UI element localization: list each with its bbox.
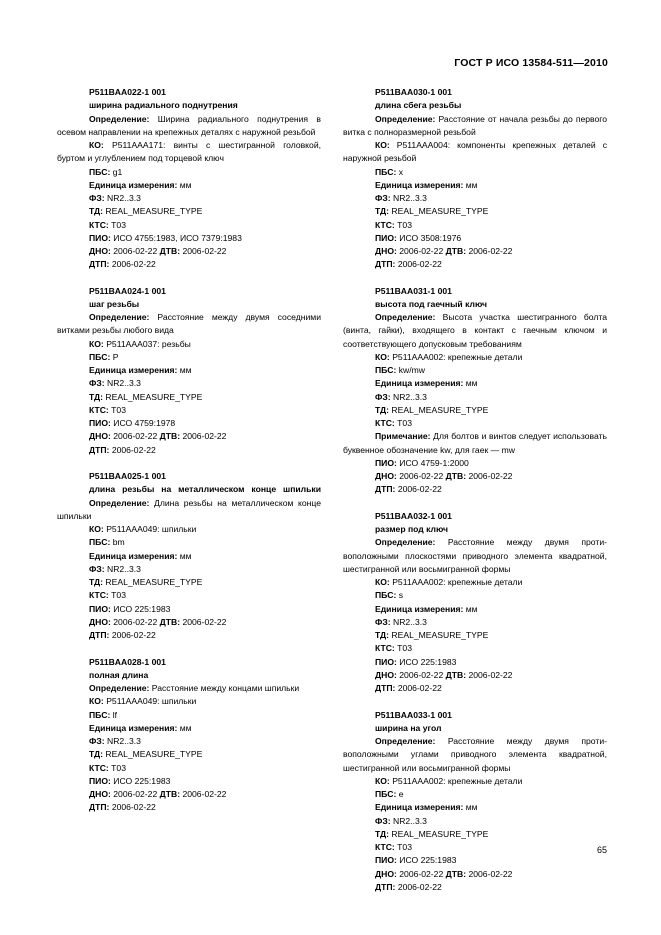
field-dtv-label: ДТВ:	[445, 471, 467, 482]
field-kts-value: T03	[111, 590, 126, 601]
field-pio-value: ИСО 4755:1983, ИСО 7379:1983	[113, 232, 242, 243]
field-fz-label: ФЗ:	[375, 815, 391, 826]
field-dtp	[343, 258, 607, 271]
field-unit	[57, 722, 321, 735]
field-unit	[57, 364, 321, 377]
field-fz-value: NR2..3.3	[392, 193, 427, 203]
field-pbs	[343, 788, 607, 801]
field-ko-value: P511AAA171: винты с шестигранной головкой, буртом и углублением под торцевой ключ	[57, 140, 322, 164]
term-entry	[57, 86, 321, 272]
field-pio-value: ИСО 225:1983	[113, 603, 171, 614]
field-definition	[57, 682, 321, 695]
field-dtp	[57, 444, 321, 457]
field-fz-value: NR2..3.3	[392, 391, 427, 402]
term-entry	[57, 470, 321, 642]
field-dtv-label: ДТВ:	[159, 246, 181, 256]
field-unit-label: Единица измерения:	[375, 802, 464, 813]
field-dtp	[57, 801, 321, 814]
field-td-value: REAL_MEASURE_TYPE	[105, 577, 203, 588]
term-entry	[57, 656, 321, 815]
entry-term: ширина на угол	[375, 722, 442, 733]
field-dtp	[57, 629, 321, 642]
field-td	[57, 391, 321, 404]
field-unit-label: Единица измерения:	[89, 179, 178, 190]
entry-code: P511BAA024-1 001	[89, 285, 166, 296]
field-dno	[343, 669, 607, 682]
field-fz-label: ФЗ:	[89, 378, 105, 389]
field-pbs	[57, 709, 321, 722]
field-unit	[343, 377, 607, 390]
field-ko-value: P511AAA049: шпильки	[106, 524, 197, 535]
field-dno-label: ДНО:	[89, 789, 111, 800]
field-kts-label: КТС:	[89, 404, 109, 415]
field-kts-label: КТС:	[89, 590, 109, 601]
field-ko-label: КО:	[89, 140, 104, 150]
field-pio-value: ИСО 225:1983	[399, 855, 457, 866]
field-fz	[343, 192, 607, 205]
field-td-value: REAL_MEASURE_TYPE	[105, 749, 203, 760]
field-fz-value: NR2..3.3	[392, 815, 427, 826]
field-ko	[57, 338, 321, 351]
field-dtp-value: 2006-02-22	[397, 881, 442, 892]
field-definition-value: Расстояние от начала резьбы до первого витка с полноразмерной резьбой	[343, 113, 608, 137]
running-header-standard-title: ГОСТ Р ИСО 13584-511—2010	[454, 57, 608, 69]
field-fz-label: ФЗ:	[375, 616, 391, 627]
field-unit-label: Единица измерения:	[375, 603, 464, 614]
field-dtp-value: 2006-02-22	[111, 444, 156, 455]
field-pbs	[343, 589, 607, 602]
entry-code: P511BAA031-1 001	[375, 285, 452, 296]
field-kts-label: КТС:	[375, 219, 395, 230]
field-dtv-label: ДТВ:	[159, 431, 181, 442]
field-pbs-label: ПБС:	[89, 709, 111, 720]
field-pio	[343, 457, 607, 470]
field-kts-value: T03	[397, 418, 412, 429]
field-pio-label: ПИО:	[375, 855, 397, 866]
term-entry	[343, 86, 607, 272]
field-definition	[343, 113, 607, 140]
entry-term: длина сбега резьбы	[375, 100, 462, 111]
field-td-label: ТД:	[89, 749, 104, 760]
field-dtv-value: 2006-02-22	[468, 471, 513, 482]
field-ko	[343, 351, 607, 364]
field-definition	[343, 311, 607, 351]
field-pbs-label: ПБС:	[89, 166, 111, 177]
field-dno-value: 2006-02-22	[399, 471, 444, 482]
field-kts-value: T03	[397, 219, 412, 230]
field-kts-value: T03	[111, 404, 126, 415]
field-fz-label: ФЗ:	[89, 193, 105, 203]
field-ko-label: КО:	[89, 696, 104, 707]
field-unit-value: мм	[179, 179, 192, 190]
field-dno	[57, 788, 321, 801]
field-dtp	[343, 682, 607, 695]
entry-code: P511BAA030-1 001	[375, 87, 452, 97]
field-pbs	[57, 351, 321, 364]
field-pbs-label: ПБС:	[89, 351, 111, 362]
field-unit-label: Единица измерения:	[89, 365, 178, 376]
field-dno	[343, 245, 607, 258]
field-dtp-value: 2006-02-22	[397, 259, 442, 270]
field-dtp-label: ДТП:	[89, 259, 110, 270]
field-fz-value: NR2..3.3	[392, 616, 427, 627]
field-dtv-label: ДТВ:	[445, 246, 467, 256]
field-pio-label: ПИО:	[89, 232, 111, 243]
field-dtp	[343, 483, 607, 496]
field-dno	[57, 430, 321, 443]
field-dno-value: 2006-02-22	[113, 246, 158, 256]
field-kts-value: T03	[111, 762, 126, 773]
field-td	[343, 629, 607, 642]
field-td-value: REAL_MEASURE_TYPE	[391, 630, 489, 641]
field-td-value: REAL_MEASURE_TYPE	[105, 206, 203, 217]
field-unit-value: мм	[465, 179, 478, 190]
field-pbs-value: P	[112, 351, 119, 362]
field-pio-label: ПИО:	[89, 418, 111, 429]
field-ko-value: P511AAA002: крепежные детали	[392, 351, 523, 362]
field-td-value: REAL_MEASURE_TYPE	[391, 404, 489, 415]
field-pbs	[57, 536, 321, 549]
field-dtv-value: 2006-02-22	[468, 868, 513, 879]
field-ko-label: КО:	[375, 577, 390, 588]
field-pbs-value: e	[398, 789, 404, 800]
field-ko	[343, 775, 607, 788]
field-definition-value: Ширина радиального поднутрения в осевом направлении на крепежных деталях с наружной резьбой	[57, 113, 321, 137]
field-unit-value: мм	[179, 722, 192, 733]
field-kts	[57, 219, 321, 232]
field-fz	[343, 391, 607, 404]
field-ko	[57, 695, 321, 708]
field-definition	[343, 536, 607, 576]
field-fz	[343, 616, 607, 629]
field-unit	[57, 550, 321, 563]
field-pbs-label: ПБС:	[375, 365, 397, 376]
field-pio-value: ИСО 225:1983	[399, 656, 457, 667]
field-pio-label: ПИО:	[375, 656, 397, 667]
entry-term: длина резьбы на металлическом конце шпильки	[89, 484, 321, 495]
field-dtv-value: 2006-02-22	[182, 431, 227, 442]
term-entry	[343, 285, 607, 497]
field-pbs	[57, 166, 321, 179]
field-dno-label: ДНО:	[89, 246, 111, 256]
field-dno-value: 2006-02-22	[399, 868, 444, 879]
field-kts-label: КТС:	[89, 762, 109, 773]
field-unit	[343, 801, 607, 814]
field-fz-value: NR2..3.3	[106, 193, 141, 203]
field-pio-label: ПИО:	[89, 775, 111, 786]
field-td	[57, 748, 321, 761]
field-definition-value: Высота участка шестигранного болта (винта, гайки), входящего в контакт с гаечным ключом и соответствующего допусковым требованиям	[343, 312, 608, 349]
field-definition-label: Определение:	[89, 312, 150, 323]
field-td-value: REAL_MEASURE_TYPE	[391, 828, 489, 839]
field-definition-label: Определение:	[375, 736, 436, 747]
field-dtp-value: 2006-02-22	[397, 683, 442, 694]
field-pbs-label: ПБС:	[375, 789, 397, 800]
field-td-value: REAL_MEASURE_TYPE	[105, 391, 203, 402]
field-td-label: ТД:	[375, 404, 390, 415]
field-dtp-label: ДТП:	[89, 630, 110, 641]
field-pio	[57, 603, 321, 616]
field-fz	[57, 563, 321, 576]
field-td-value: REAL_MEASURE_TYPE	[391, 206, 489, 217]
field-kts	[57, 404, 321, 417]
field-dtv-label: ДТВ:	[159, 616, 181, 627]
field-dno-label: ДНО:	[375, 868, 397, 879]
field-dtp-label: ДТП:	[89, 444, 110, 455]
field-kts	[343, 417, 607, 430]
field-kts	[57, 589, 321, 602]
field-td-label: ТД:	[89, 391, 104, 402]
field-pio-label: ПИО:	[375, 457, 397, 468]
field-unit-value: мм	[465, 603, 478, 614]
field-unit	[343, 603, 607, 616]
field-definition	[57, 497, 321, 524]
field-dno	[57, 245, 321, 258]
field-dno-value: 2006-02-22	[399, 246, 444, 256]
field-pio	[343, 232, 607, 245]
field-dno-label: ДНО:	[89, 616, 111, 627]
field-dno	[343, 470, 607, 483]
field-kts	[343, 219, 607, 232]
field-pio-value: ИСО 4759:1978	[113, 418, 176, 429]
field-pio-value: ИСО 4759-1:2000	[399, 457, 469, 468]
field-dno-label: ДНО:	[375, 669, 397, 680]
field-ko	[57, 139, 321, 166]
field-kts-value: T03	[397, 643, 412, 654]
field-note-value: Для болтов и винтов следует использовать буквенное обозначение kw, для гаек — mw	[343, 431, 607, 455]
field-fz-label: ФЗ:	[89, 736, 105, 747]
field-ko	[57, 523, 321, 536]
field-dno-value: 2006-02-22	[113, 789, 158, 800]
field-pbs-label: ПБС:	[375, 166, 397, 177]
field-td	[343, 828, 607, 841]
term-entry	[343, 709, 607, 895]
field-dtv-label: ДТВ:	[445, 868, 467, 879]
field-kts-value: T03	[111, 219, 126, 230]
field-ko-value: P511AAA037: резьбы	[106, 338, 191, 349]
field-definition	[343, 735, 607, 775]
field-unit-value: мм	[465, 378, 478, 389]
field-definition-label: Определение:	[375, 537, 436, 548]
field-kts-label: КТС:	[89, 219, 109, 230]
field-unit-value: мм	[179, 550, 192, 561]
page-number: 65	[596, 845, 607, 855]
field-definition-value: Расстояние между двумя противоположными углами приводного элемента квадратной, шестигранной или восьмигранной формы	[343, 736, 607, 773]
field-dno-label: ДНО:	[375, 246, 397, 256]
field-dno-value: 2006-02-22	[113, 431, 158, 442]
field-dno-label: ДНО:	[89, 431, 111, 442]
term-entry	[57, 285, 321, 457]
field-definition	[57, 113, 321, 140]
field-ko-value: P511AAA002: крепежные детали	[392, 775, 523, 786]
field-td-label: ТД:	[375, 630, 390, 641]
field-unit-label: Единица измерения:	[89, 722, 178, 733]
field-pbs	[343, 166, 607, 179]
field-pio	[57, 232, 321, 245]
field-pio	[57, 775, 321, 788]
field-fz-label: ФЗ:	[89, 563, 105, 574]
field-pbs-value: bm	[112, 537, 125, 548]
field-unit-label: Единица измерения:	[375, 378, 464, 389]
field-pio-label: ПИО:	[375, 232, 397, 243]
field-fz-label: ФЗ:	[375, 193, 391, 203]
field-pbs-value: g1	[112, 166, 123, 177]
field-pio	[57, 417, 321, 430]
field-ko-value: P511AAA049: шпильки	[106, 696, 197, 707]
field-ko	[343, 576, 607, 589]
field-note-label: Примечание:	[375, 431, 431, 442]
field-dtv-label: ДТВ:	[445, 669, 467, 680]
field-pbs-value: lf	[112, 709, 117, 720]
entry-term: шаг резьбы	[89, 298, 140, 309]
field-td-label: ТД:	[89, 577, 104, 588]
entry-code: P511BAA025-1 001	[89, 471, 166, 482]
field-fz	[57, 192, 321, 205]
field-pio-value: ИСО 3508:1976	[399, 232, 462, 243]
field-pio-value: ИСО 225:1983	[113, 775, 171, 786]
field-kts	[57, 762, 321, 775]
entry-code: P511BAA033-1 001	[375, 709, 452, 720]
field-ko-label: КО:	[375, 140, 390, 150]
field-pbs-label: ПБС:	[375, 590, 397, 601]
field-ko-label: КО:	[89, 524, 104, 535]
field-definition-label: Определение:	[375, 312, 436, 323]
field-dtv-value: 2006-02-22	[468, 246, 513, 256]
field-dtp-label: ДТП:	[375, 484, 396, 495]
field-ko	[343, 139, 607, 166]
field-fz-value: NR2..3.3	[106, 378, 141, 389]
field-kts-value: T03	[397, 842, 412, 853]
entry-code: P511BAA032-1 001	[375, 510, 452, 521]
field-dtp-value: 2006-02-22	[397, 484, 442, 495]
field-dtv-value: 2006-02-22	[182, 616, 227, 627]
field-kts	[343, 642, 607, 655]
field-dno-value: 2006-02-22	[399, 669, 444, 680]
field-definition	[57, 311, 321, 338]
field-td	[57, 205, 321, 218]
field-dtv-value: 2006-02-22	[468, 669, 513, 680]
right-column	[343, 86, 607, 894]
field-unit-value: мм	[465, 802, 478, 813]
left-column	[57, 86, 321, 894]
entry-term: полная длина	[89, 669, 149, 680]
field-fz	[57, 735, 321, 748]
entry-term: размер под ключ	[375, 524, 449, 535]
field-pbs-value: s	[398, 590, 403, 601]
field-dtp-value: 2006-02-22	[111, 802, 156, 813]
field-td	[343, 404, 607, 417]
field-definition-label: Определение:	[89, 497, 150, 508]
field-ko-label: КО:	[375, 351, 390, 362]
field-unit	[343, 179, 607, 192]
field-dtp-value: 2006-02-22	[111, 630, 156, 641]
term-entry	[343, 510, 607, 696]
field-fz	[343, 815, 607, 828]
field-ko-value: P511AAA002: крепежные детали	[392, 577, 523, 588]
field-td-label: ТД:	[375, 828, 390, 839]
field-pbs	[343, 364, 607, 377]
field-td-label: ТД:	[89, 206, 104, 217]
field-pbs-value: x	[398, 166, 403, 177]
field-kts-label: КТС:	[375, 643, 395, 654]
field-dno	[343, 868, 607, 881]
field-kts-label: КТС:	[375, 418, 395, 429]
two-column-body	[57, 86, 607, 894]
field-td	[343, 205, 607, 218]
field-dtp-label: ДТП:	[375, 881, 396, 892]
field-dno-label: ДНО:	[375, 471, 397, 482]
field-unit-label: Единица измерения:	[375, 179, 464, 190]
field-dtp-label: ДТП:	[89, 802, 110, 813]
field-ko-label: КО:	[375, 775, 390, 786]
field-pio	[343, 656, 607, 669]
field-definition-value: Расстояние между двумя противоположными плоскостями приводного элемента квадратной, шестигранной или восьмигранной формы	[343, 537, 607, 574]
field-dtv-label: ДТВ:	[159, 789, 181, 800]
field-dtv-value: 2006-02-22	[182, 246, 227, 256]
field-ko-value: P511AAA004: компоненты крепежных деталей с наружной резьбой	[343, 140, 607, 164]
field-unit-label: Единица измерения:	[89, 550, 178, 561]
field-pbs-value: kw/mw	[398, 365, 425, 376]
field-fz	[57, 377, 321, 390]
field-dtp-value: 2006-02-22	[111, 259, 156, 270]
field-fz-value: NR2..3.3	[106, 736, 141, 747]
field-fz-label: ФЗ:	[375, 391, 391, 402]
field-dtv-value: 2006-02-22	[182, 789, 227, 800]
field-pbs-label: ПБС:	[89, 537, 111, 548]
field-dtp	[57, 258, 321, 271]
field-pio-label: ПИО:	[89, 603, 111, 614]
field-fz-value: NR2..3.3	[106, 563, 141, 574]
field-pio	[343, 854, 607, 867]
entry-term: высота под гаечный ключ	[375, 298, 487, 309]
field-definition-label: Определение:	[89, 113, 150, 124]
field-dtp-label: ДТП:	[375, 259, 396, 270]
field-definition-label: Определение:	[375, 113, 436, 124]
field-unit-value: мм	[179, 365, 192, 376]
field-definition-value: Расстояние между двумя соседними витками резьбы любого вида	[57, 312, 321, 336]
field-dtp	[343, 881, 607, 894]
field-definition-value: Расстояние между концами шпильки	[151, 683, 300, 694]
field-unit	[57, 179, 321, 192]
field-td-label: ТД:	[375, 206, 390, 217]
field-note	[343, 430, 607, 457]
field-dno	[57, 616, 321, 629]
field-definition-value: Длина резьбы на металлическом конце шпильки	[57, 497, 321, 521]
entry-code: P511BAA022-1 001	[89, 87, 166, 97]
entry-code: P511BAA028-1 001	[89, 656, 166, 667]
field-definition-label: Определение:	[89, 683, 150, 694]
field-ko-label: КО:	[89, 338, 104, 349]
field-td	[57, 576, 321, 589]
field-dtp-label: ДТП:	[375, 683, 396, 694]
field-kts-label: КТС:	[375, 842, 395, 853]
field-dno-value: 2006-02-22	[113, 616, 158, 627]
entry-term: ширина радиального поднутрения	[89, 100, 238, 111]
